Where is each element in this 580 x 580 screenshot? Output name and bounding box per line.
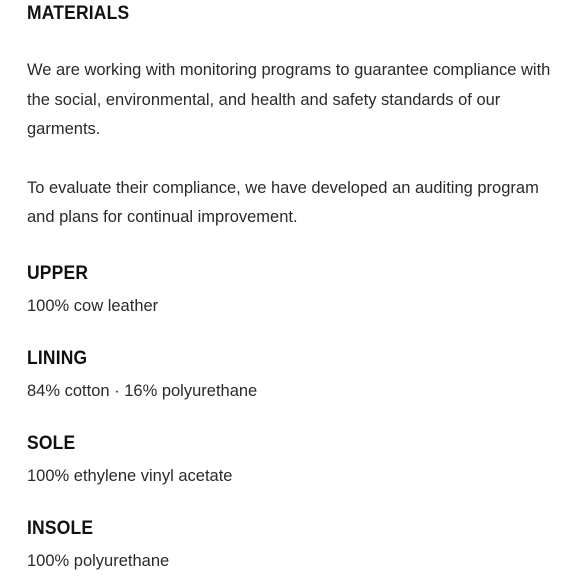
monitoring-paragraph: We are working with monitoring programs to guarantee compliance with the social, environmental, and health and safety standards of our garments. <box>27 61 551 138</box>
auditing-paragraph: To evaluate their compliance, we have developed an auditing program and plans for continual improvement. <box>27 178 539 226</box>
insole-value: 100% polyurethane <box>27 551 170 570</box>
materials-heading: MATERIALS <box>27 3 130 24</box>
upper-value: 100% cow leather <box>27 296 159 315</box>
composition-upper <box>27 262 557 318</box>
sole-value: 100% ethylene vinyl acetate <box>27 466 233 485</box>
lining-value: 84% cotton · 16% polyurethane <box>27 381 258 400</box>
sole-heading: SOLE <box>27 432 76 454</box>
composition-insole <box>27 517 557 573</box>
upper-heading: UPPER <box>27 262 89 284</box>
materials-panel <box>27 0 557 573</box>
lining-heading: LINING <box>27 347 88 369</box>
composition-lining <box>27 347 557 403</box>
insole-heading: INSOLE <box>27 517 94 539</box>
composition-sole <box>27 432 557 488</box>
